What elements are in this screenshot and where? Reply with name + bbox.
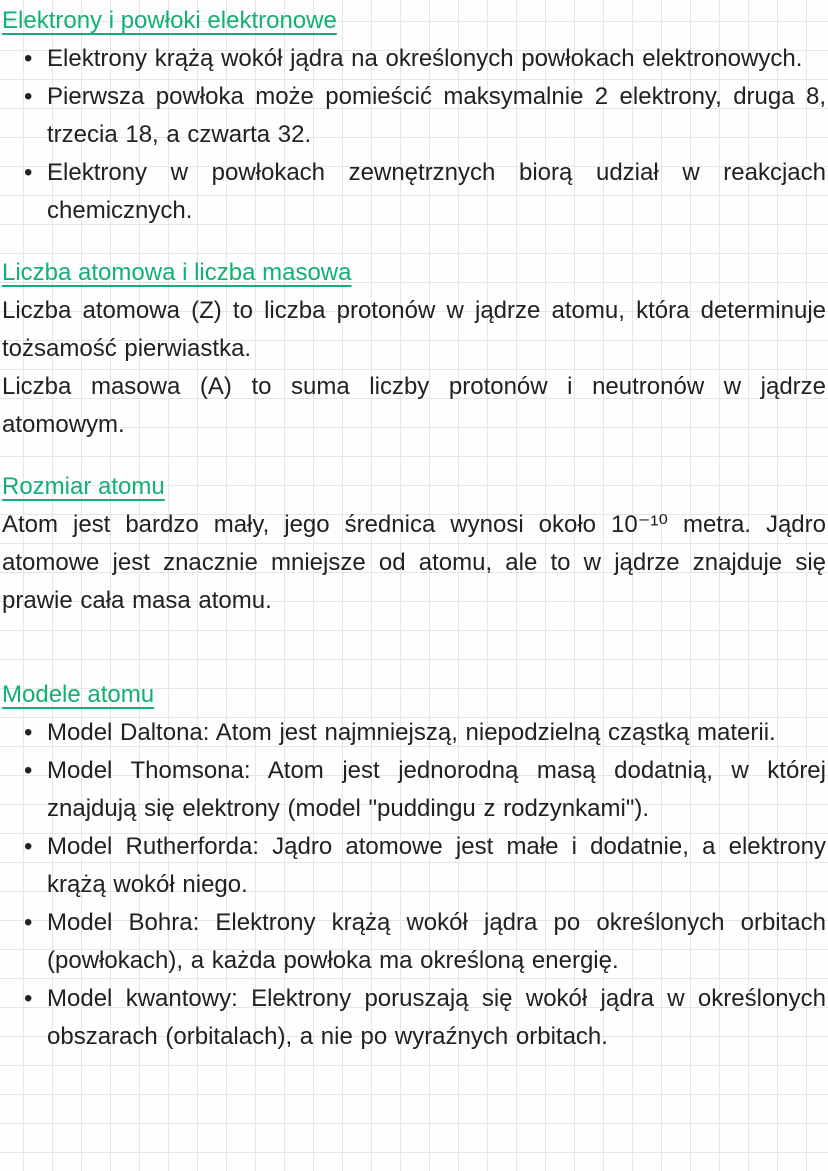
section-heading-electron-shells: Elektrony i powłoki elektronowe xyxy=(2,7,337,34)
bullet-list xyxy=(2,714,826,1056)
bullet-item: • Elektrony w powłokach zewnętrznych biorą udział w reakcjach chemicznych. xyxy=(2,154,826,230)
bullet-item: • Model kwantowy: Elektrony poruszają się wokół jądra w określonych obszarach (orbitalach), a nie po wyraźnych orbitach. xyxy=(2,980,826,1056)
bullet-item: • Model Thomsona: Atom jest jednorodną masą dodatnią, w której znajdują się elektrony (model "puddingu z rodzynkami"). xyxy=(2,752,826,828)
bullet-item: • Model Daltona: Atom jest najmniejszą, niepodzielną cząstką materii. xyxy=(2,714,826,752)
paragraph: Liczba atomowa (Z) to liczba protonów w jądrze atomu, która determinuje tożsamość pierwiastka. xyxy=(2,297,826,362)
bullet-item: • Model Bohra: Elektrony krążą wokół jądra po określonych orbitach (powłokach), a każda powłoka ma określoną energię. xyxy=(2,904,826,980)
paragraph: Atom jest bardzo mały, jego średnica wynosi około 10⁻¹⁰ metra. Jądro atomowe jest znacznie mniejsze od atomu, ale to w jądrze znajduje się prawie cała masa atomu. xyxy=(2,511,826,614)
section-atom-models xyxy=(2,676,826,1056)
bullet-item: • Pierwsza powłoka może pomieścić maksymalnie 2 elektrony, druga 8, trzecia 18, a czwarta 32. xyxy=(2,78,826,154)
bullet-item: • Model Rutherforda: Jądro atomowe jest małe i dodatnie, a elektrony krążą wokół niego. xyxy=(2,828,826,904)
paragraph: Liczba masowa (A) to suma liczby protonów i neutronów w jądrze atomowym. xyxy=(2,373,826,438)
section-electron-shells xyxy=(2,2,826,230)
bullet-list xyxy=(2,40,826,230)
section-atom-size xyxy=(2,468,826,620)
section-heading-atom-size: Rozmiar atomu xyxy=(2,473,165,500)
section-heading-atom-models: Modele atomu xyxy=(2,681,155,708)
section-atomic-mass-number xyxy=(2,254,826,444)
bullet-item: • Elektrony krążą wokół jądra na określonych powłokach elektronowych. xyxy=(2,40,826,78)
section-heading-atomic-mass-number: Liczba atomowa i liczba masowa xyxy=(2,259,352,286)
